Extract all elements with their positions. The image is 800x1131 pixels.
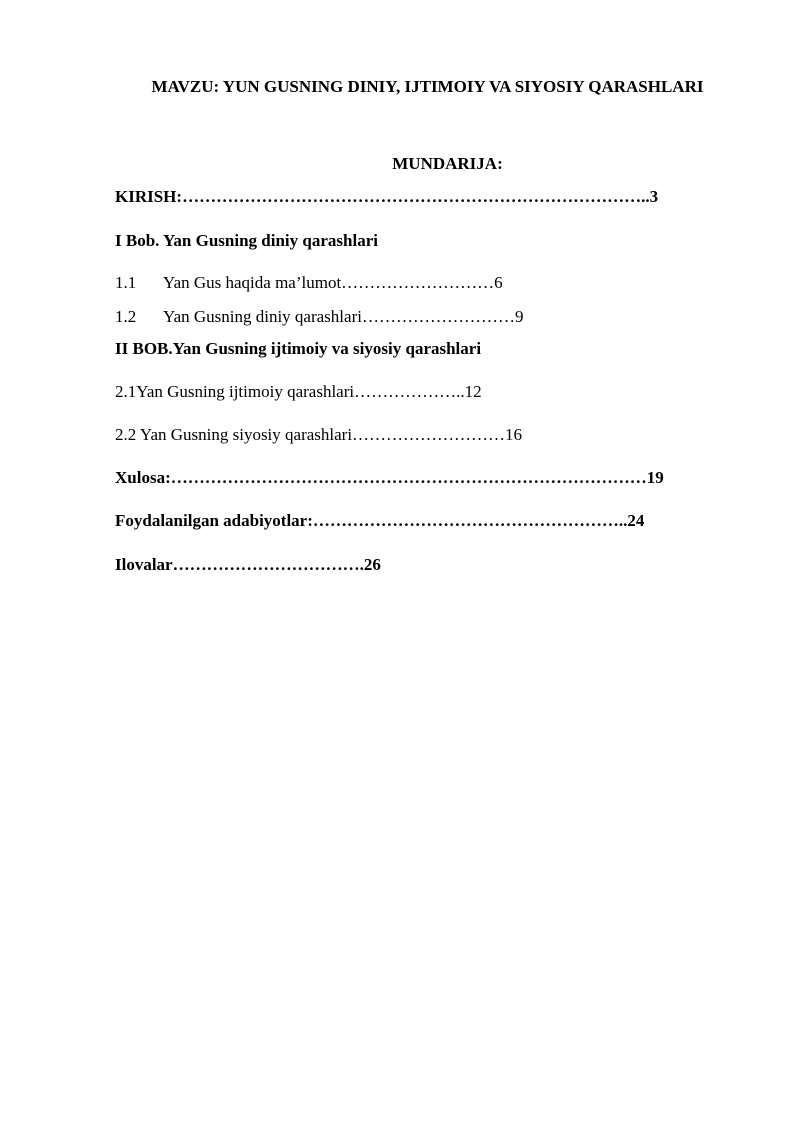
toc-section-2-1: 2.1Yan Gusning ijtimoiy qarashlari………………..12 bbox=[115, 382, 482, 401]
section-title: Yan Gus haqida ma’lumot………………………6 bbox=[163, 273, 503, 292]
document-title: MAVZU: YUN GUSNING DINIY, IJTIMOIY VA SIYOSIY QARASHLARI bbox=[151, 77, 704, 96]
toc-heading: MUNDARIJA: bbox=[392, 154, 503, 173]
toc-entry-adabiyotlar: Foydalanilgan adabiyotlar:………………………………………………..24 bbox=[115, 511, 645, 530]
toc-chapter-1: I Bob. Yan Gusning diniy qarashlari bbox=[115, 231, 378, 250]
toc-chapter-2: II BOB.Yan Gusning ijtimoiy va siyosiy qarashlari bbox=[115, 339, 482, 358]
section-title: Yan Gusning diniy qarashlari………………………9 bbox=[163, 307, 524, 326]
toc-entry-xulosa: Xulosa:…………………………………………………………………………19 bbox=[115, 468, 664, 487]
toc-section-1-2 bbox=[115, 307, 523, 327]
section-number: 1.1 bbox=[115, 273, 137, 292]
toc-entry-ilovalar: Ilovalar…………………………….26 bbox=[115, 555, 381, 574]
toc-section-2-2: 2.2 Yan Gusning siyosiy qarashlari………………………16 bbox=[115, 425, 523, 444]
toc-section-1-1 bbox=[115, 273, 503, 293]
toc-entry-kirish: KIRISH:………………………………………………………………………..3 bbox=[115, 187, 659, 206]
section-number: 1.2 bbox=[115, 307, 137, 326]
